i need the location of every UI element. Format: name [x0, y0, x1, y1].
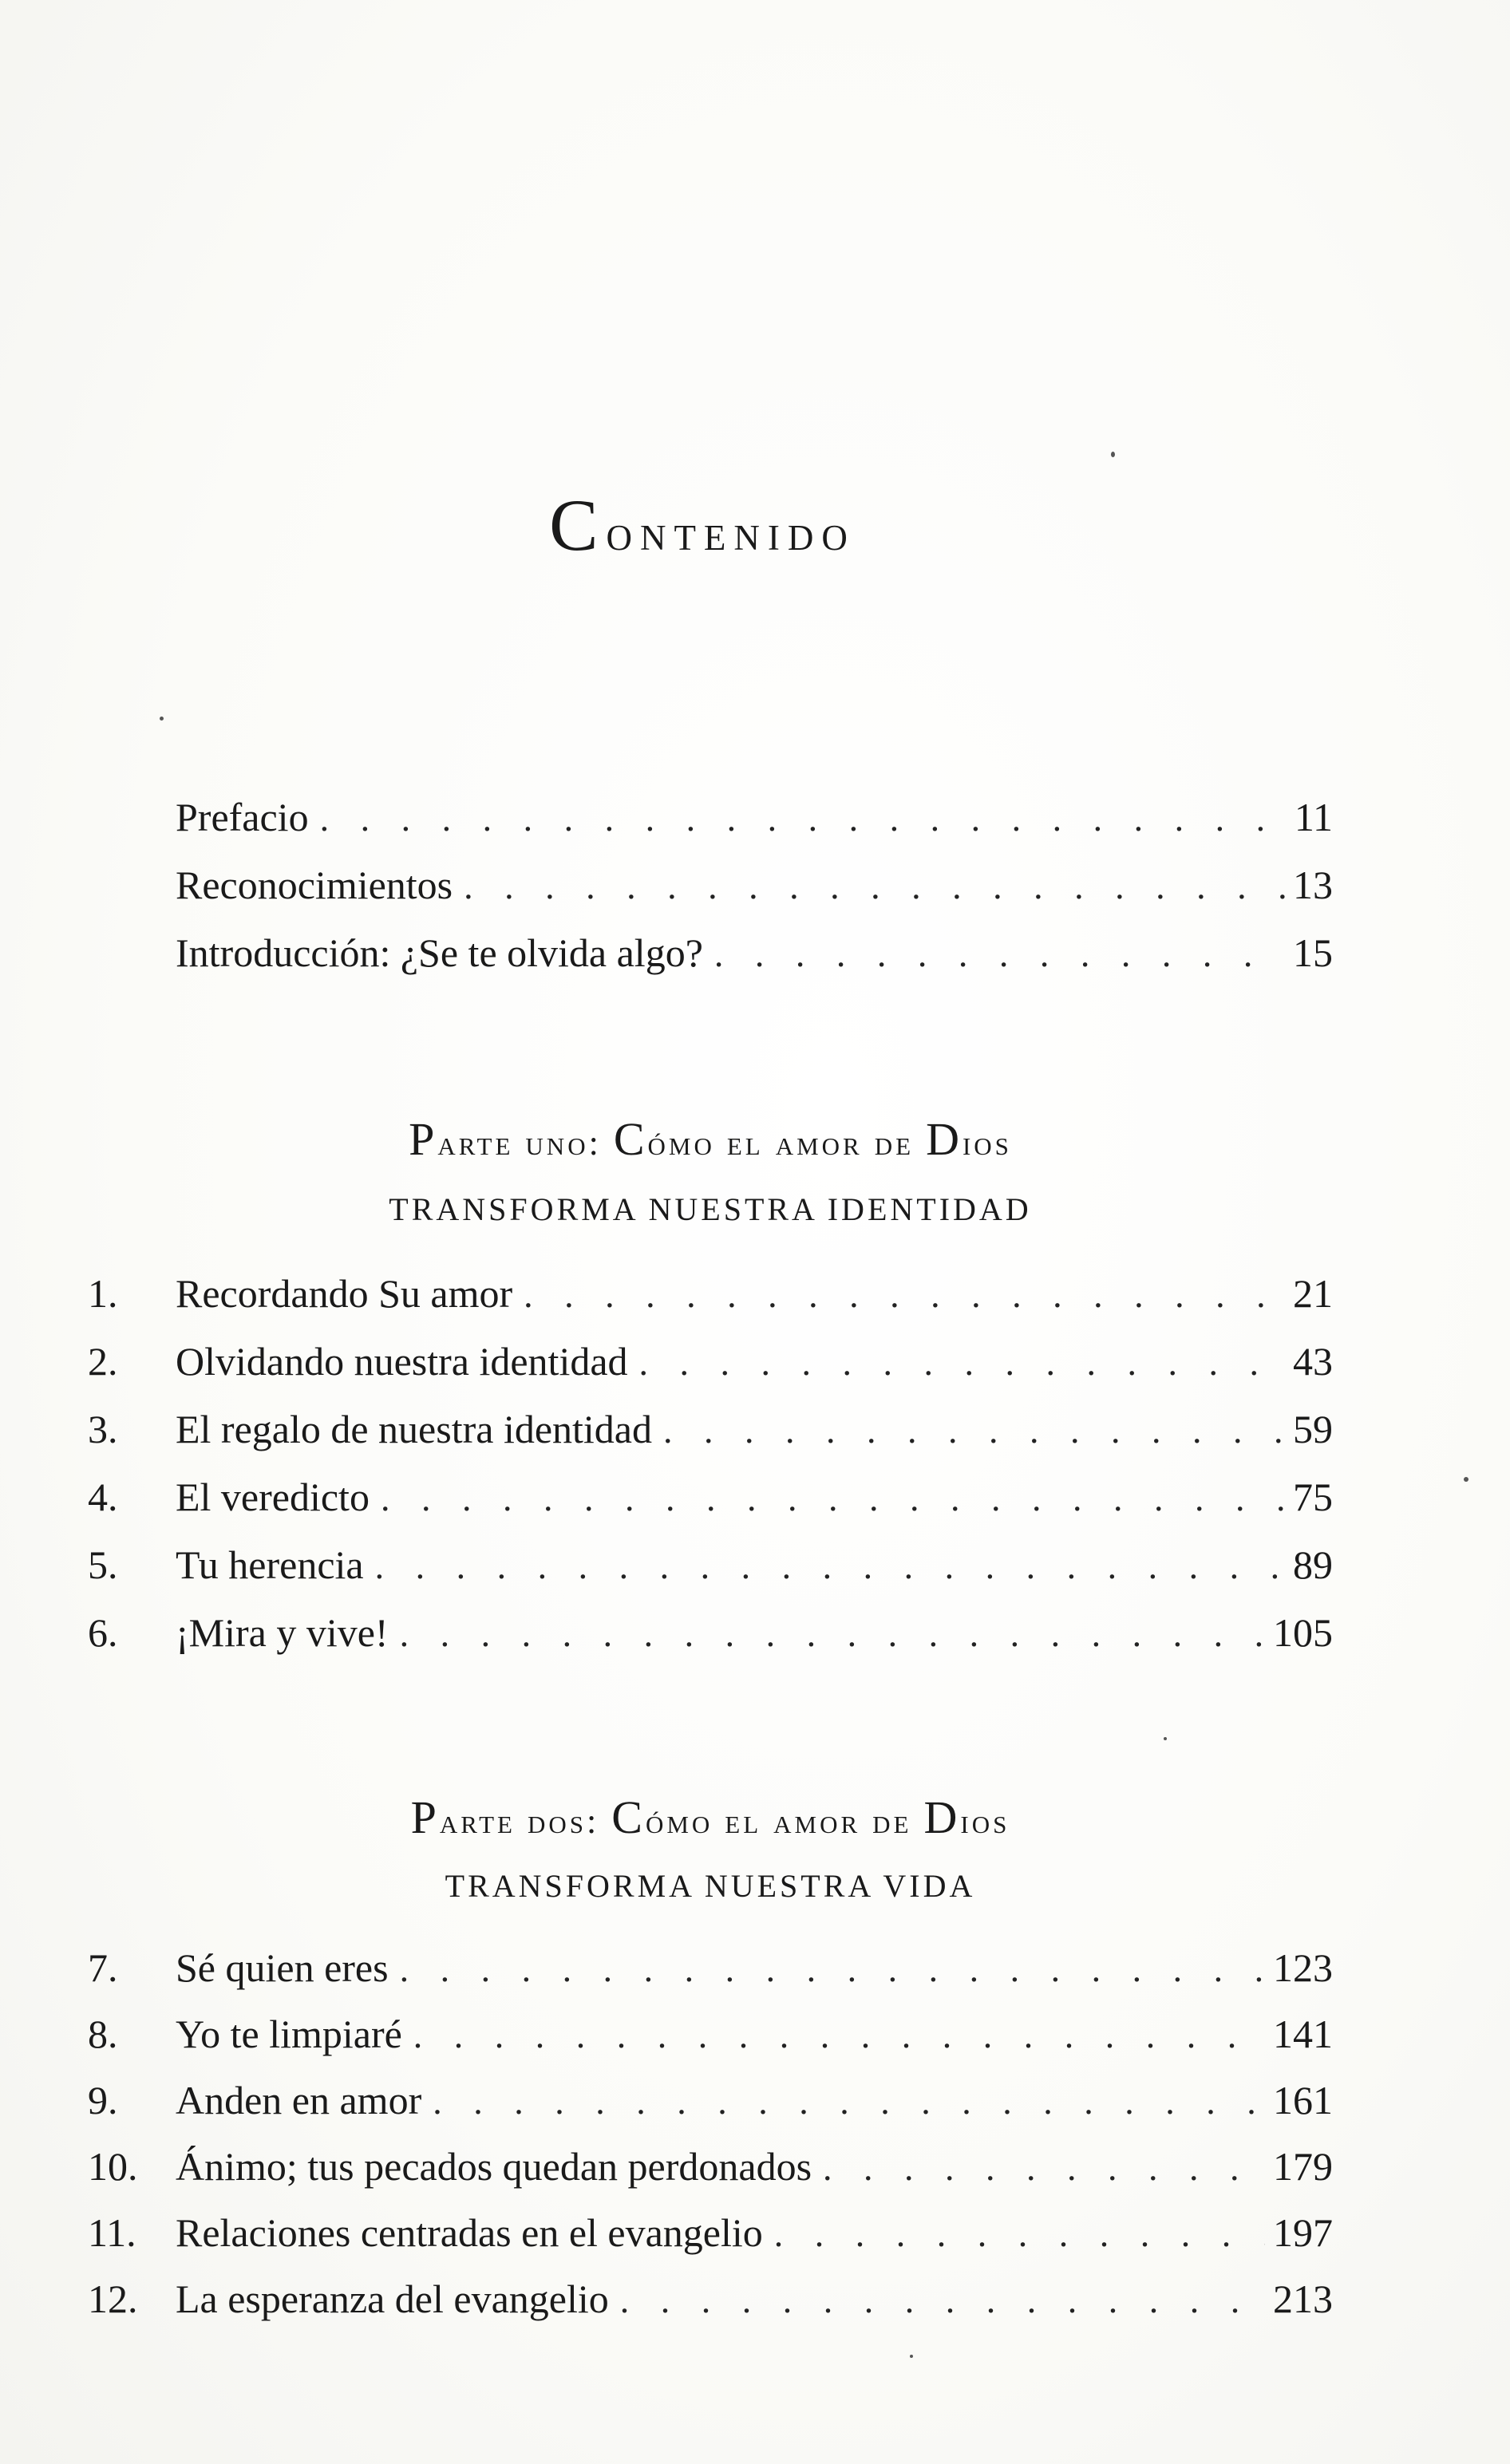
toc-entry-label: El veredicto: [176, 1475, 370, 1519]
toc-chapter-7: [88, 1939, 1333, 1996]
toc-chapter-10: [88, 2138, 1333, 2195]
toc-entry-page: 43: [1293, 1339, 1333, 1384]
toc-entry-label: ¡Mira y vive!: [176, 1610, 389, 1655]
toc-entry-label: Introducción: ¿Se te olvida algo?: [176, 930, 703, 975]
toc-entry-page: 123: [1273, 1945, 1333, 1990]
dot-leader: [320, 790, 1287, 847]
dot-leader: [464, 858, 1285, 915]
chapter-number: 11.: [88, 2210, 136, 2255]
toc-entry-label: Sé quien eres: [176, 1945, 389, 1990]
toc-entry-page: 59: [1293, 1407, 1333, 1451]
toc-entry-prefacio: [88, 788, 1333, 846]
dot-leader: [620, 2272, 1265, 2329]
toc-entry-page: 161: [1273, 2078, 1333, 2122]
toc-entry-label: Reconocimientos: [176, 863, 453, 907]
heading-text: ómo el amor de: [645, 1802, 924, 1841]
paper-speck: [910, 2355, 913, 2358]
dot-leader: [774, 2205, 1265, 2263]
toc-chapter-12: [88, 2270, 1333, 2328]
chapter-number: 10.: [88, 2144, 138, 2189]
dot-leader: [639, 1334, 1285, 1392]
chapter-number: 9.: [88, 2078, 118, 2122]
heading-initial: D: [926, 1113, 963, 1165]
title-initial: C: [549, 484, 607, 566]
dot-leader: [400, 1941, 1265, 1998]
toc-entry-page: 89: [1293, 1542, 1333, 1587]
dot-leader: [413, 2007, 1265, 2064]
dot-leader: [524, 1266, 1285, 1324]
chapter-number: 8.: [88, 2012, 118, 2056]
toc-entry-page: 11: [1294, 795, 1333, 839]
toc-chapter-2: [88, 1333, 1333, 1390]
toc-entry-label: Ánimo; tus pecados quedan perdonados: [176, 2144, 812, 2189]
toc-entry-introduccion: [88, 924, 1333, 981]
toc-entry-page: 213: [1273, 2276, 1333, 2321]
chapter-number: 12.: [88, 2276, 138, 2321]
toc-entry-label: El regalo de nuestra identidad: [176, 1407, 652, 1451]
toc-chapter-6: [88, 1604, 1333, 1661]
chapter-number: 7.: [88, 1945, 118, 1990]
chapter-number: 6.: [88, 1610, 118, 1655]
dot-leader: [823, 2139, 1265, 2197]
toc-entry-page: 179: [1273, 2144, 1333, 2189]
paper-speck: [1464, 1477, 1468, 1482]
heading-initial: D: [923, 1791, 961, 1843]
chapter-number: 4.: [88, 1475, 118, 1519]
toc-chapter-4: [88, 1468, 1333, 1526]
dot-leader: [400, 1605, 1265, 1663]
toc-entry-label: Yo te limpiaré: [176, 2012, 402, 2056]
toc-chapter-11: [88, 2204, 1333, 2261]
part-one-heading: [0, 1109, 1421, 1169]
heading-text: arte uno:: [437, 1123, 614, 1163]
toc-entry-label: Anden en amor: [176, 2078, 422, 2122]
heading-initial: C: [611, 1791, 646, 1843]
heading-initial: P: [410, 1791, 440, 1843]
toc-chapter-9: [88, 2071, 1333, 2129]
heading-text: ómo el amor de: [647, 1123, 927, 1163]
chapter-number: 1.: [88, 1271, 118, 1316]
paper-speck: [1111, 452, 1115, 457]
heading-text: arte dos:: [439, 1802, 612, 1841]
paper-speck: [1164, 1737, 1167, 1740]
dot-leader: [381, 1470, 1285, 1527]
toc-entry-label: Tu herencia: [176, 1542, 364, 1587]
toc-entry-label: Recordando Su amor: [176, 1271, 513, 1316]
toc-entry-label: Prefacio: [176, 795, 309, 839]
chapter-number: 2.: [88, 1339, 118, 1384]
toc-entry-page: 75: [1293, 1475, 1333, 1519]
dot-leader: [663, 1402, 1285, 1459]
heading-text: ios: [962, 1123, 1012, 1163]
toc-entry-page: 21: [1293, 1271, 1333, 1316]
toc-chapter-5: [88, 1536, 1333, 1593]
toc-chapter-1: [88, 1265, 1333, 1322]
toc-entry-page: 141: [1273, 2012, 1333, 2056]
toc-entry-label: Olvidando nuestra identidad: [176, 1339, 628, 1384]
chapter-number: 3.: [88, 1407, 118, 1451]
dot-leader: [714, 926, 1285, 983]
paper-speck: [160, 717, 164, 721]
title-rest: ontenido: [606, 504, 856, 561]
heading-initial: C: [613, 1113, 648, 1165]
toc-entry-page: 197: [1273, 2210, 1333, 2255]
part-two-heading: [0, 1787, 1421, 1847]
toc-entry-page: 13: [1293, 863, 1333, 907]
toc-entry-reconocimientos: [88, 856, 1333, 914]
dot-leader: [375, 1538, 1285, 1595]
page-title: [0, 484, 1405, 566]
heading-initial: P: [409, 1113, 438, 1165]
part-two-subheading: TRANSFORMA NUESTRA VIDA: [445, 1868, 976, 1904]
part-one-subheading: TRANSFORMA NUESTRA IDENTIDAD: [389, 1191, 1032, 1227]
toc-entry-label: La esperanza del evangelio: [176, 2276, 609, 2321]
heading-text: ios: [960, 1802, 1010, 1841]
toc-chapter-8: [88, 2005, 1333, 2063]
toc-chapter-3: [88, 1400, 1333, 1458]
dot-leader: [433, 2073, 1265, 2130]
toc-entry-label: Relaciones centradas en el evangelio: [176, 2210, 763, 2255]
toc-entry-page: 105: [1273, 1610, 1333, 1655]
chapter-number: 5.: [88, 1542, 118, 1587]
toc-entry-page: 15: [1293, 930, 1333, 975]
